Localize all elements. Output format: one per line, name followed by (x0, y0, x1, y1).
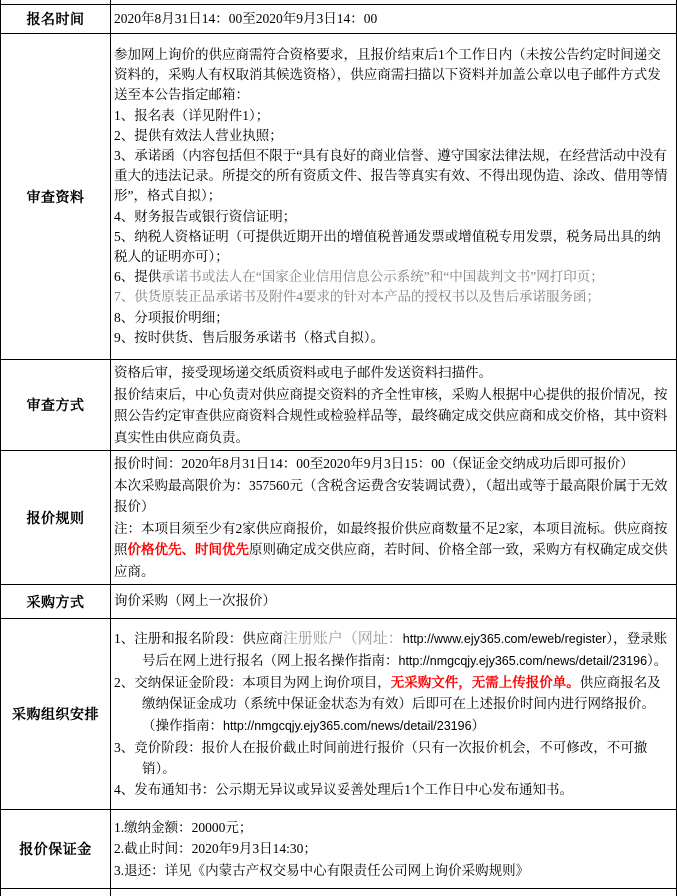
partial-bottom-label-cell (1, 889, 111, 896)
quote-rules-line-3 (114, 518, 672, 583)
quote-rules-label: 报价规则 (1, 451, 111, 585)
purchase-method-label: 采购方式 (1, 585, 111, 619)
row-review-method (1, 360, 677, 451)
org-item-2-seg-3: ） (471, 717, 486, 733)
quote-deposit-content (111, 810, 677, 889)
operation-guide-url: http://nmgcqjy.ejy365.com/news/detail/23196 (223, 718, 472, 733)
row-purchase-method (1, 585, 677, 619)
org-arrangement-content (111, 619, 677, 810)
review-materials-content (111, 34, 677, 360)
org-item-1-register-gray: 注册账户（网址： (282, 630, 403, 647)
quote-rules-line-3-suffix: 原则确定成交供应商，若时间、价格全部一致，采购方有权确定成交供应商。 (114, 542, 668, 579)
quote-rules-line-1: 报价时间：2020年8月31日14：00至2020年9月3日15：00（保证金交纳成功后即可报价） (114, 456, 634, 471)
quote-rules-content (111, 451, 677, 585)
materials-item-6 (114, 267, 672, 287)
org-item-3: 3、竞价阶段：报价人在报价截止时间前进行报价（只有一次报价机会，不可修改，不可撤销）。 (114, 739, 648, 776)
review-materials-label: 审查资料 (1, 34, 111, 360)
materials-item-6-gray-text: 承诺书或法人在“国家企业信用信息公示系统”和“中国裁判文书”网打印页； (161, 269, 604, 285)
materials-item-5: 5、纳税人资格证明（可提供近期开出的增值税普通发票或增值税专用发票，税务局出具的纳税人的证明亦可）； (114, 228, 661, 264)
row-quote-rules (1, 451, 677, 585)
materials-intro: 参加网上询价的供应商需符合资格要求，且报价结束后1个工作日内（未按公告约定时间递交资料的，采购人有权取消其候选资格），供应商需扫描以下资料并加盖公章以电子邮件方式发送至本公告指定邮箱： (114, 46, 661, 103)
review-method-label: 审查方式 (1, 360, 111, 451)
materials-item-9: 9、按时供货、售后服务承诺书（格式自拟）。 (114, 329, 384, 345)
materials-item-3: 3、承诺函（内容包括但不限于“具有良好的商业信誉、遵守国家法律法规，在经营活动中没有重大的违法记录。所提交的所有资质文件、报告等真实有效、不得出现伪造、涂改、借用等情形”，格式自拟）； (114, 147, 668, 204)
row-org-arrangement (1, 619, 677, 810)
price-priority-highlight: 价格优先、时间优先 (127, 542, 249, 557)
review-method-para-1: 资格后审，接受现场递交纸质资料或电子邮件发送资料扫描件。 (114, 365, 492, 380)
deposit-line-1: 1.缴纳金额：20000元； (114, 819, 253, 835)
materials-item-1: 1、报名表（详见附件1）； (114, 107, 270, 123)
partial-bottom-content-cell (111, 889, 677, 896)
deposit-line-2: 2.截止时间：2020年9月3日14:30； (114, 841, 317, 857)
row-quote-deposit (1, 810, 677, 889)
org-item-1-seg-1: 1、注册和报名阶段：供应商 (114, 630, 283, 646)
signup-time-label: 报名时间 (1, 5, 111, 34)
deposit-line-3: 3.退还：详见《内蒙古产权交易中心有限责任公司网上询价采购规则》 (114, 862, 530, 878)
no-document-highlight: 无采购文件，无需上传报价单。 (390, 675, 580, 691)
org-item-4: 4、发布通知书：公示期无异议或异议妥善处理后1个工作日中心发布通知书。 (114, 782, 573, 798)
org-arrangement-label: 采购组织安排 (1, 619, 111, 810)
org-item-2 (114, 672, 672, 737)
signup-time-value: 2020年8月31日14：00至2020年9月3日14：00 (111, 5, 677, 34)
row-review-materials (1, 34, 677, 360)
review-method-para-2: 报价结束后，中心负责对供应商提交资料的齐全性审核，采购人根据中心提供的报价情况，按照公告约定审查供应商资料合规性或检验样品等，最终确定成交供应商和成交价格，其中资料真实性由供应商负责。 (114, 386, 668, 445)
quote-deposit-label: 报价保证金 (1, 810, 111, 889)
quote-rules-line-3-prefix: 注：本项目须至少有2家供应商报价，如最终报价供应商数量不足2家，本项目流标。供应商按照 (114, 520, 668, 557)
review-method-content (111, 360, 677, 451)
registration-url: http://www.ejy365.com/eweb/register (402, 631, 607, 646)
signup-guide-url: http://nmgcqjy.ejy365.com/news/detail/23196 (398, 653, 648, 668)
materials-item-8: 8、分项报价明细； (114, 309, 229, 325)
org-item-2-seg-1: 2、交纳保证金阶段：本项目为网上询价项目， (114, 675, 391, 691)
materials-item-7: 7、供货原装正品承诺书及附件4要求的针对本产品的授权书以及售后承诺服务函； (114, 289, 600, 305)
materials-item-4: 4、财务报告或银行资信证明； (114, 208, 297, 224)
org-item-1-seg-4: ）。 (647, 652, 668, 668)
purchase-method-value: 询价采购（网上一次报价） (111, 585, 677, 619)
org-item-1-seg-3: ），登录账号后在网上进行报名（网上报名操作指南： (142, 630, 668, 668)
row-signup-time (1, 5, 677, 34)
materials-item-6-prefix: 6、提供 (114, 269, 162, 285)
quote-rules-line-2: 本次采购最高限价为：357560元（含税含运费含安装调试费），（超出或等于最高限价属于无效报价） (114, 477, 668, 514)
org-item-2-seg-2: 供应商报名及缴纳保证金成功（系统中保证金状态为有效）后即可在上述报价时间内进行网络报价。（操作指南： (142, 675, 661, 733)
org-item-1 (114, 628, 672, 672)
row-partial-bottom (1, 889, 677, 896)
materials-item-2: 2、提供有效法人营业执照； (114, 127, 283, 143)
